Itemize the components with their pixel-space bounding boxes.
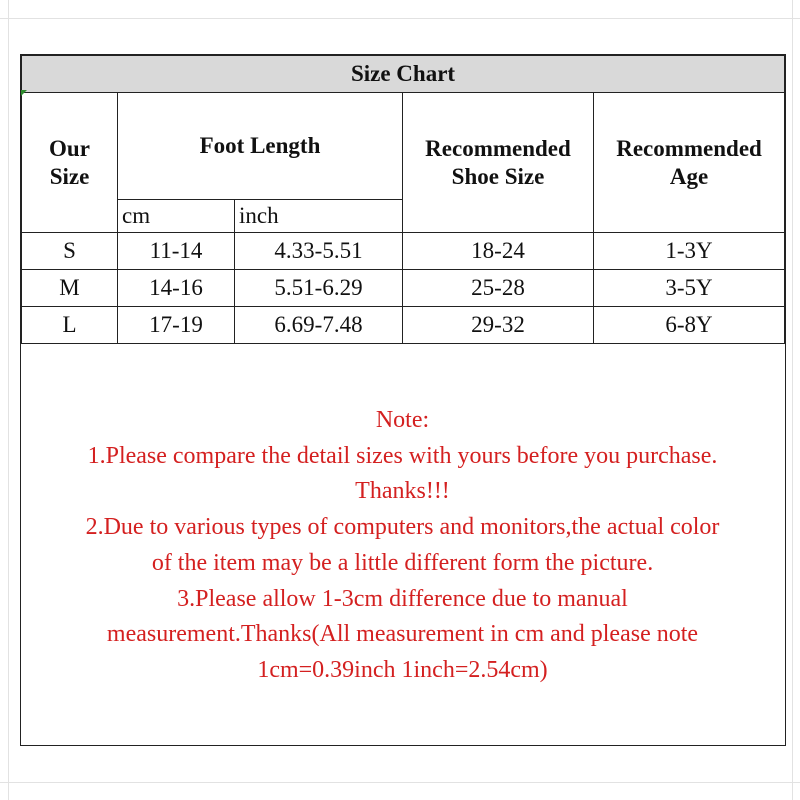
header-unit-inch: inch bbox=[235, 200, 403, 233]
cell-inch: 4.33-5.51 bbox=[235, 233, 403, 270]
header-our-size-line2: Size bbox=[49, 163, 90, 189]
header-age-line2: Age bbox=[669, 163, 709, 189]
header-shoe-size-line2: Shoe Size bbox=[451, 163, 545, 189]
gridline bbox=[0, 782, 800, 783]
header-age bbox=[594, 93, 785, 233]
note-line: 3.Please allow 1-3cm difference due to manual bbox=[177, 585, 628, 612]
cell-age: 1-3Y bbox=[594, 233, 785, 270]
note-line: measurement.Thanks(All measurement in cm and please note bbox=[106, 621, 699, 648]
cell-size: L bbox=[22, 307, 118, 344]
header-unit-cm: cm bbox=[118, 200, 235, 233]
header-shoe-size-line1: Recommended bbox=[425, 135, 571, 161]
cell-shoe-size: 29-32 bbox=[403, 307, 594, 344]
cell-size: M bbox=[22, 270, 118, 307]
table-row bbox=[22, 307, 785, 344]
cell-cm: 11-14 bbox=[118, 233, 235, 270]
cell-cm: 14-16 bbox=[118, 270, 235, 307]
cell-size: S bbox=[22, 233, 118, 270]
cell-cm: 17-19 bbox=[118, 307, 235, 344]
note-heading: Note: bbox=[375, 407, 430, 433]
size-chart-sheet bbox=[20, 54, 786, 746]
cell-age: 6-8Y bbox=[594, 307, 785, 344]
table-row bbox=[22, 233, 785, 270]
table-title: Size Chart bbox=[22, 56, 785, 93]
note-line: Thanks!!! bbox=[355, 478, 450, 505]
cell-inch: 6.69-7.48 bbox=[235, 307, 403, 344]
gridline bbox=[8, 0, 9, 800]
table-row bbox=[22, 270, 785, 307]
gridline bbox=[0, 18, 800, 19]
header-age-line1: Recommended bbox=[616, 135, 762, 161]
cell-inch: 5.51-6.29 bbox=[235, 270, 403, 307]
gridline bbox=[792, 0, 793, 800]
note-box bbox=[21, 347, 784, 743]
header-our-size bbox=[22, 93, 118, 233]
cell-comment-marker bbox=[21, 90, 27, 96]
cell-shoe-size: 25-28 bbox=[403, 270, 594, 307]
cell-shoe-size: 18-24 bbox=[403, 233, 594, 270]
header-shoe-size bbox=[403, 93, 594, 233]
note-line: of the item may be a little different form the picture. bbox=[151, 549, 654, 576]
header-our-size-line1: Our bbox=[49, 135, 90, 161]
note-line: 2.Due to various types of computers and monitors,the actual color bbox=[85, 514, 720, 541]
note-line: 1.Please compare the detail sizes with yours before you purchase. bbox=[87, 442, 718, 469]
size-table bbox=[21, 55, 785, 344]
cell-age: 3-5Y bbox=[594, 270, 785, 307]
header-foot-length: Foot Length bbox=[118, 93, 403, 200]
note-line: 1cm=0.39inch 1inch=2.54cm) bbox=[257, 656, 548, 683]
